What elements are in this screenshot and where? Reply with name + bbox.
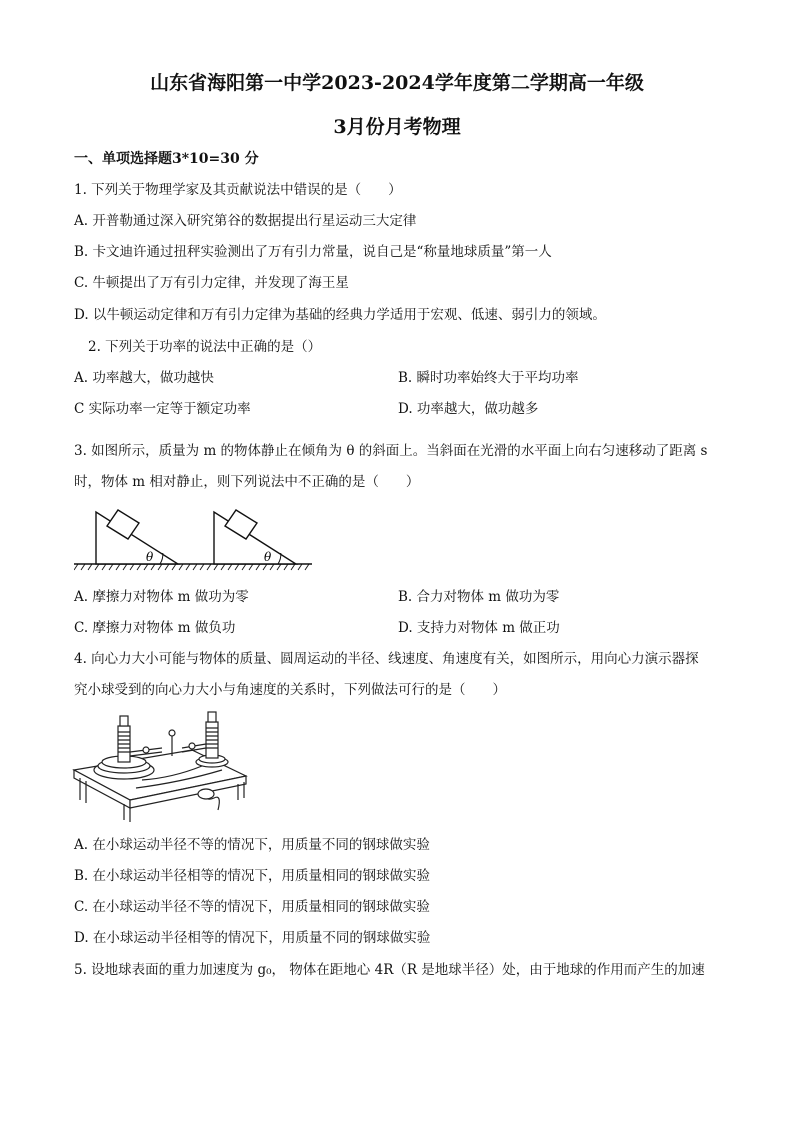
q3-stem-line2: 时，物体 m 相对静止，则下列说法中不正确的是（ ） <box>74 474 420 490</box>
incline-figure <box>74 500 314 580</box>
incline-left <box>96 512 178 564</box>
q3-option-a: A. 摩擦力对物体 m 做功为零 <box>74 589 249 605</box>
q4-stem-line1: 4. 向心力大小可能与物体的质量、圆周运动的半径、线速度、角速度有关，如图所示，用向心力演示器探 <box>74 651 699 667</box>
q4-stem-line2: 究小球受到的向心力大小与角速度的关系时，下列做法可行的是（ ） <box>74 682 506 698</box>
incline-right <box>214 512 296 564</box>
q2-option-d: D. 功率越大，做功越多 <box>398 401 539 417</box>
exam-title-line1: 山东省海阳第一中学2023-2024学年度第二学期高一年级 <box>150 72 644 94</box>
section-heading: 一、单项选择题3*10=30 分 <box>74 151 259 167</box>
ball-right <box>189 743 195 749</box>
q4-option-c: C. 在小球运动半径不等的情况下，用质量相同的钢球做实验 <box>74 899 430 915</box>
q1-option-a: A. 开普勒通过深入研究第谷的数据提出行星运动三大定律 <box>74 213 417 229</box>
centripetal-apparatus-figure <box>72 708 252 826</box>
exam-title-line2: 3月份月考物理 <box>333 116 461 138</box>
q4-option-b: B. 在小球运动半径相等的情况下，用质量相同的钢球做实验 <box>74 868 431 884</box>
q2-stem: 2. 下列关于功率的说法中正确的是（） <box>88 339 322 355</box>
q3-option-c: C. 摩擦力对物体 m 做负功 <box>74 620 236 636</box>
q2-option-c: C 实际功率一定等于额定功率 <box>74 401 251 417</box>
q2-option-a: A. 功率越大，做功越快 <box>74 370 214 386</box>
theta-label-right: θ <box>264 550 272 564</box>
right-column-cap <box>208 712 216 722</box>
q4-option-a: A. 在小球运动半径不等的情况下，用质量不同的钢球做实验 <box>74 837 430 853</box>
q3-option-b: B. 合力对物体 m 做功为零 <box>398 589 560 605</box>
ground-hatch <box>74 564 309 570</box>
q3-stem-line1: 3. 如图所示，质量为 m 的物体静止在倾角为 θ 的斜面上。当斜面在光滑的水平面上向右匀速移动了距离 s <box>74 443 708 459</box>
q3-option-d: D. 支持力对物体 m 做正功 <box>398 620 560 636</box>
q1-stem: 1. 下列关于物理学家及其贡献说法中错误的是（ ） <box>74 182 402 198</box>
center-knob <box>169 730 175 736</box>
crank-wheel <box>198 789 214 799</box>
q1-option-d: D. 以牛顿运动定律和万有引力定律为基础的经典力学适用于宏观、低速、弱引力的领域。 <box>74 307 606 323</box>
q5-stem-line1: 5. 设地球表面的重力加速度为 g₀， 物体在距地心 4R（R 是地球半径）处，由于地球的作用而产生的加速 <box>74 962 705 978</box>
q4-option-d: D. 在小球运动半径相等的情况下，用质量不同的钢球做实验 <box>74 930 431 946</box>
q2-option-b: B. 瞬时功率始终大于平均功率 <box>398 370 579 386</box>
q1-option-b: B. 卡文迪许通过扭秤实验测出了万有引力常量，说自己是“称量地球质量”第一人 <box>74 244 552 260</box>
q1-option-c: C. 牛顿提出了万有引力定律，并发现了海王星 <box>74 275 349 291</box>
theta-label-left: θ <box>146 550 154 564</box>
ball-left <box>143 747 149 753</box>
left-column-cap <box>120 716 128 726</box>
